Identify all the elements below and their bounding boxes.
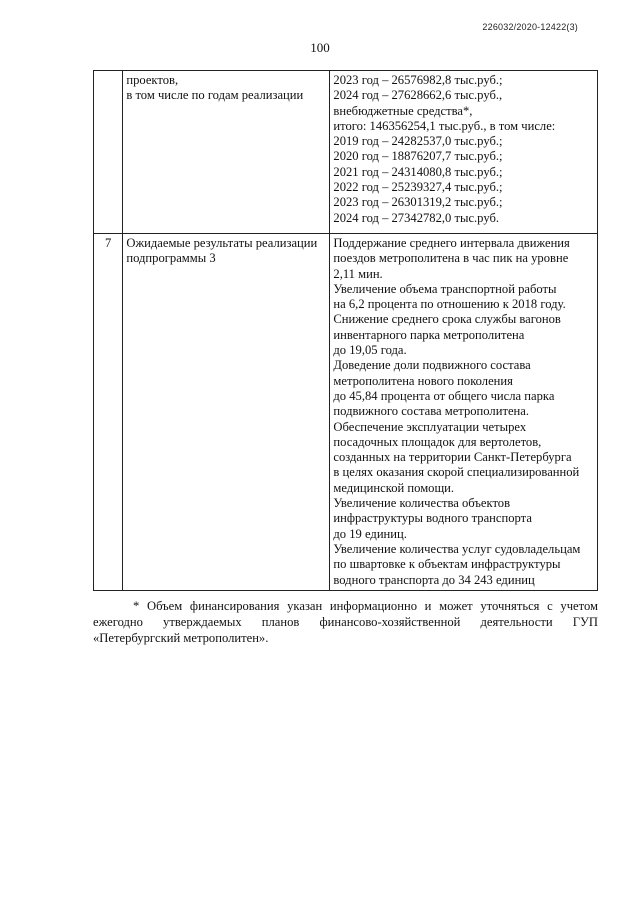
result-line: до 19 единиц.: [333, 526, 407, 541]
funding-line: 2021 год – 24314080,8 тыс.руб.;: [333, 164, 503, 179]
funding-line: 2023 год – 26576982,8 тыс.руб.;: [333, 73, 503, 87]
document-id: 226032/2020-12422(3): [482, 22, 578, 32]
result-line: Увеличение количества услуг судовладельцам: [333, 541, 581, 556]
result-line: Увеличение количества объектов: [333, 496, 511, 511]
result-line: Обеспечение эксплуатации четырех: [333, 419, 527, 434]
row-name-cell: [123, 71, 330, 234]
result-line: инфраструктуры водного транспорта: [333, 511, 532, 526]
row-value-cell: [330, 234, 598, 591]
result-line: подвижного состава метрополитена.: [333, 404, 530, 419]
row-name-line: Ожидаемые результаты реализации: [126, 236, 318, 250]
row-number-cell: [94, 71, 123, 234]
row-name-line: подпрограммы 3: [126, 251, 216, 266]
page-number: 100: [310, 40, 330, 55]
result-line: на 6,2 процента по отношению к 2018 году.: [333, 297, 566, 312]
footnote: [93, 598, 598, 646]
funding-line: внебюджетные средства*,: [333, 103, 473, 118]
result-line: 2,11 мин.: [333, 266, 383, 281]
result-line: Поддержание среднего интервала движения: [333, 236, 570, 250]
result-line: поездов метрополитена в час пик на уровне: [333, 251, 569, 266]
footnote-line: * Объем финансирования указан информационно и может уточняться с учетом: [133, 599, 598, 613]
result-line: Снижение среднего срока службы вагонов: [333, 312, 561, 327]
row-name-cell: [123, 234, 330, 591]
footnote-line: «Петербургский метрополитен».: [93, 631, 269, 645]
funding-line: 2024 год – 27342782,0 тыс.руб.: [333, 210, 500, 225]
result-line: посадочных площадок для вертолетов,: [333, 434, 542, 449]
funding-line: 2020 год – 18876207,7 тыс.руб.;: [333, 149, 503, 164]
funding-line: 2022 год – 25239327,4 тыс.руб.;: [333, 180, 503, 195]
result-line: Увеличение объема транспортной работы: [333, 281, 557, 296]
result-line: водного транспорта до 34 243 единиц: [333, 572, 535, 587]
result-line: до 45,84 процента от общего числа парка: [333, 388, 555, 403]
result-line: созданных на территории Санкт-Петербурга: [333, 450, 572, 465]
result-line: инвентарного парка метрополитена: [333, 327, 525, 342]
row-name-line: проектов,: [126, 73, 179, 87]
funding-line: 2019 год – 24282537,0 тыс.руб.;: [333, 134, 503, 149]
result-line: Доведение доли подвижного состава: [333, 358, 531, 373]
result-line: медицинской помощи.: [333, 480, 455, 495]
result-line: в целях оказания скорой специализированной: [333, 465, 580, 480]
program-table: [93, 70, 598, 591]
table-row: [94, 234, 598, 591]
funding-line: 2024 год – 27628662,6 тыс.руб.,: [333, 88, 503, 103]
row-name-line: в том числе по годам реализации: [126, 88, 304, 103]
result-line: до 19,05 года.: [333, 343, 407, 358]
row-number-cell: 7: [94, 234, 123, 591]
table-row: [94, 71, 598, 234]
funding-line: 2023 год – 26301319,2 тыс.руб.;: [333, 195, 503, 210]
result-line: по швартовке к объектам инфраструктуры: [333, 557, 561, 572]
footnote-line: ежегодно утверждаемых планов финансово-хозяйственной деятельности ГУП: [93, 615, 598, 629]
row-value-cell: [330, 71, 598, 234]
result-line: метрополитена нового поколения: [333, 373, 513, 388]
funding-line: итого: 146356254,1 тыс.руб., в том числе:: [333, 118, 556, 133]
